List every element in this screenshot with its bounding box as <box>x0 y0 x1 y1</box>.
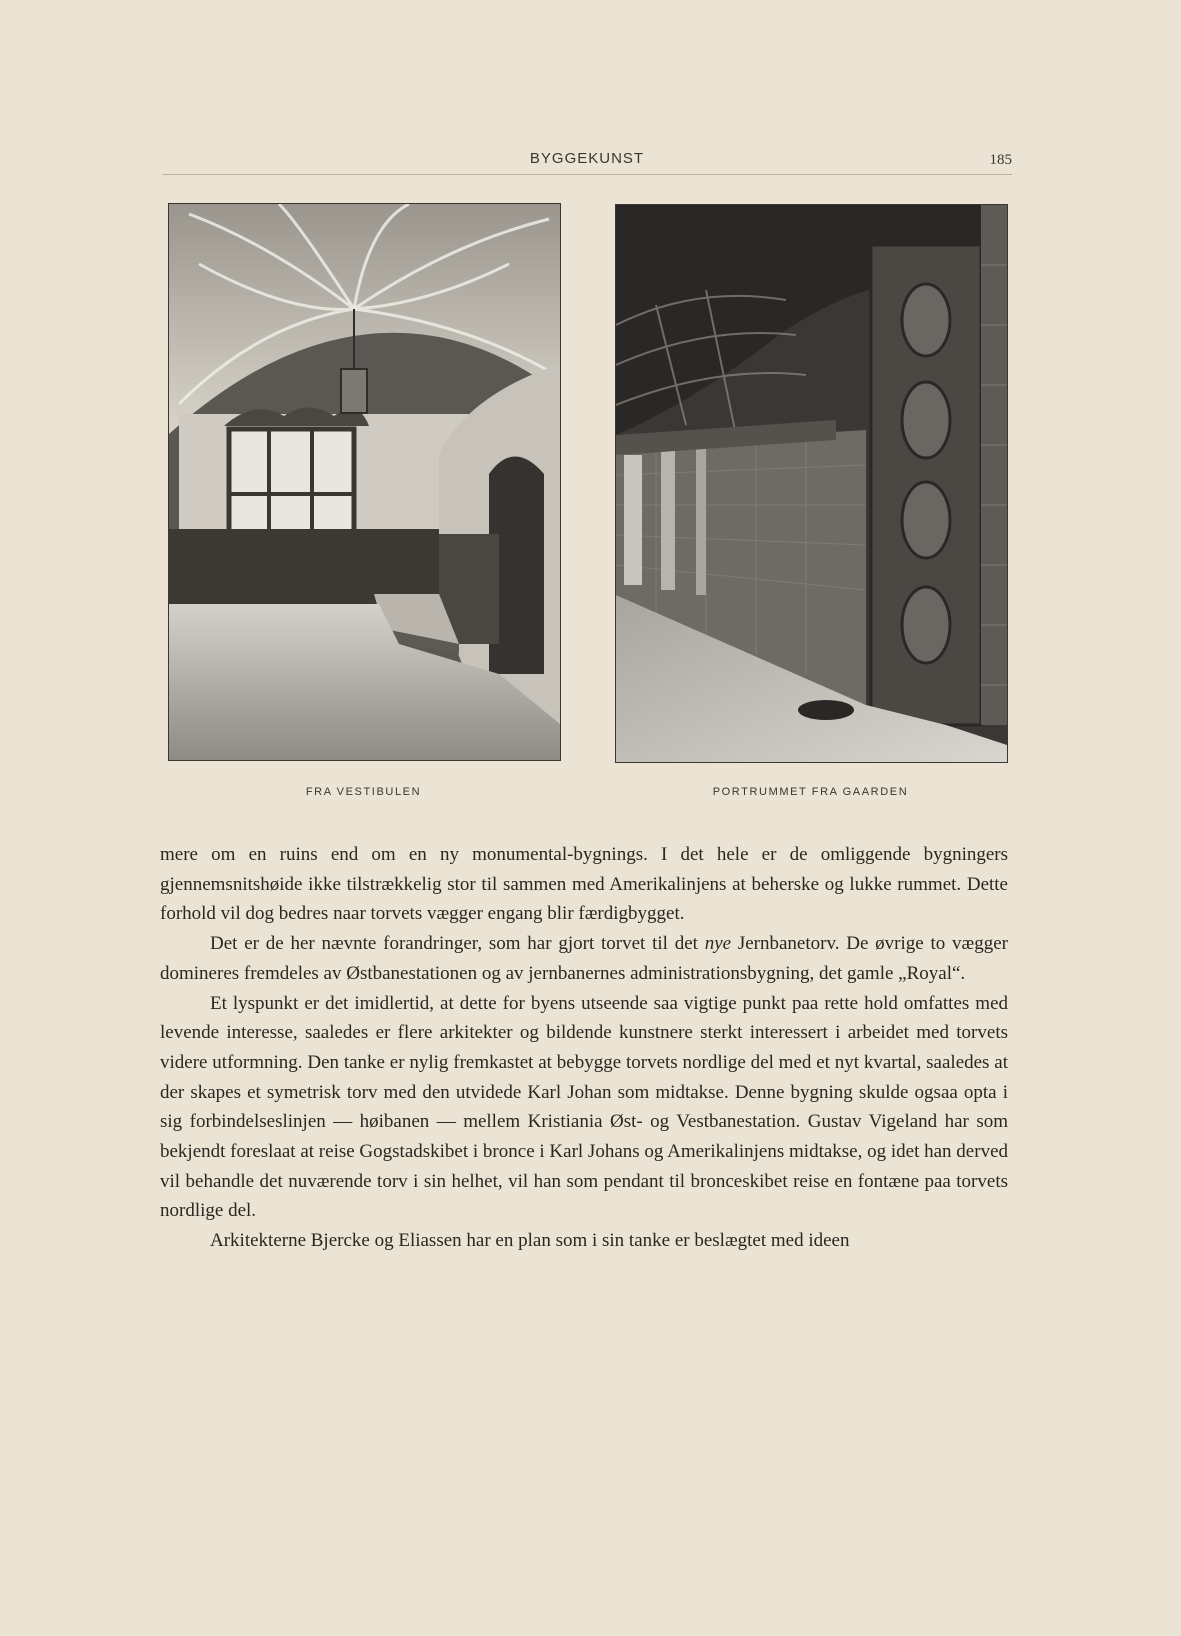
page-header <box>162 150 1012 175</box>
figure-caption-left: FRA VESTIBULEN <box>305 786 422 798</box>
running-title: BYGGEKUNST <box>529 150 645 167</box>
paragraph-3: Et lyspunkt er det imidlertid, at dette for byens utseende saa vigtige punkt paa rette hold omfattes med levende interesse, saaledes er flere arkitekter og bildende kunstnere sterkt interessert i arbeidet med torvets videre utformning. Den tanke er nylig fremkastet at bebygge torvets nordlige del med et nyt kvartal, saaledes at der skapes et symetrisk torv med den utvidede Karl Johan som midtakse. Denne bygning skulde ogsaa opta i sig forbindelseslinjen — høibanen — mellem Kristiania Øst- og Vestbanestation. Gustav Vigeland har som bekjendt foreslaat at reise Gogstadskibet i bronce i Karl Johans og Amerikalinjens midtakse, og idet han derved vil behandle det nuværende torv i sin helhet, vil han som pendant til bronceskibet reise en fontæne paa torvets nordlige del. <box>160 992 1008 1222</box>
page-number: 185 <box>989 152 1012 168</box>
paragraph-2 <box>160 929 1008 988</box>
vestibule-illustration <box>169 204 560 760</box>
paragraph-4: Arkitekterne Bjercke og Eliassen har en plan som i sin tanke er beslægtet med ideen <box>210 1230 850 1252</box>
figure-caption-right: PORTRUMMET FRA GAARDEN <box>712 786 909 798</box>
paragraph-2-start: Det er de her nævnte forandringer, som har gjort torvet til det <box>210 933 705 955</box>
gateway-illustration <box>616 205 1007 762</box>
paragraph-1: mere om en ruins end om en ny monumental-bygnings. I det hele er de omliggende bygningers gjennemsnitshøide ikke tilstrækkelig stor til sammen med Amerikalinjens at beherske og lukke rummet. Dette forhold vil dog bedres naar torvets vægger engang blir færdigbygget. <box>160 844 1008 925</box>
paragraph-2-end: Jernbanetorv. De øvrige to vægger domineres fremdeles av Østbanestationen og av jernbanernes administrationsbygning, det gamle „Royal“. <box>160 933 1008 984</box>
body-text <box>160 840 1008 1256</box>
gateway-photo <box>615 204 1008 763</box>
italic-emphasis: nye <box>704 933 732 955</box>
vestibule-photo <box>168 203 561 761</box>
